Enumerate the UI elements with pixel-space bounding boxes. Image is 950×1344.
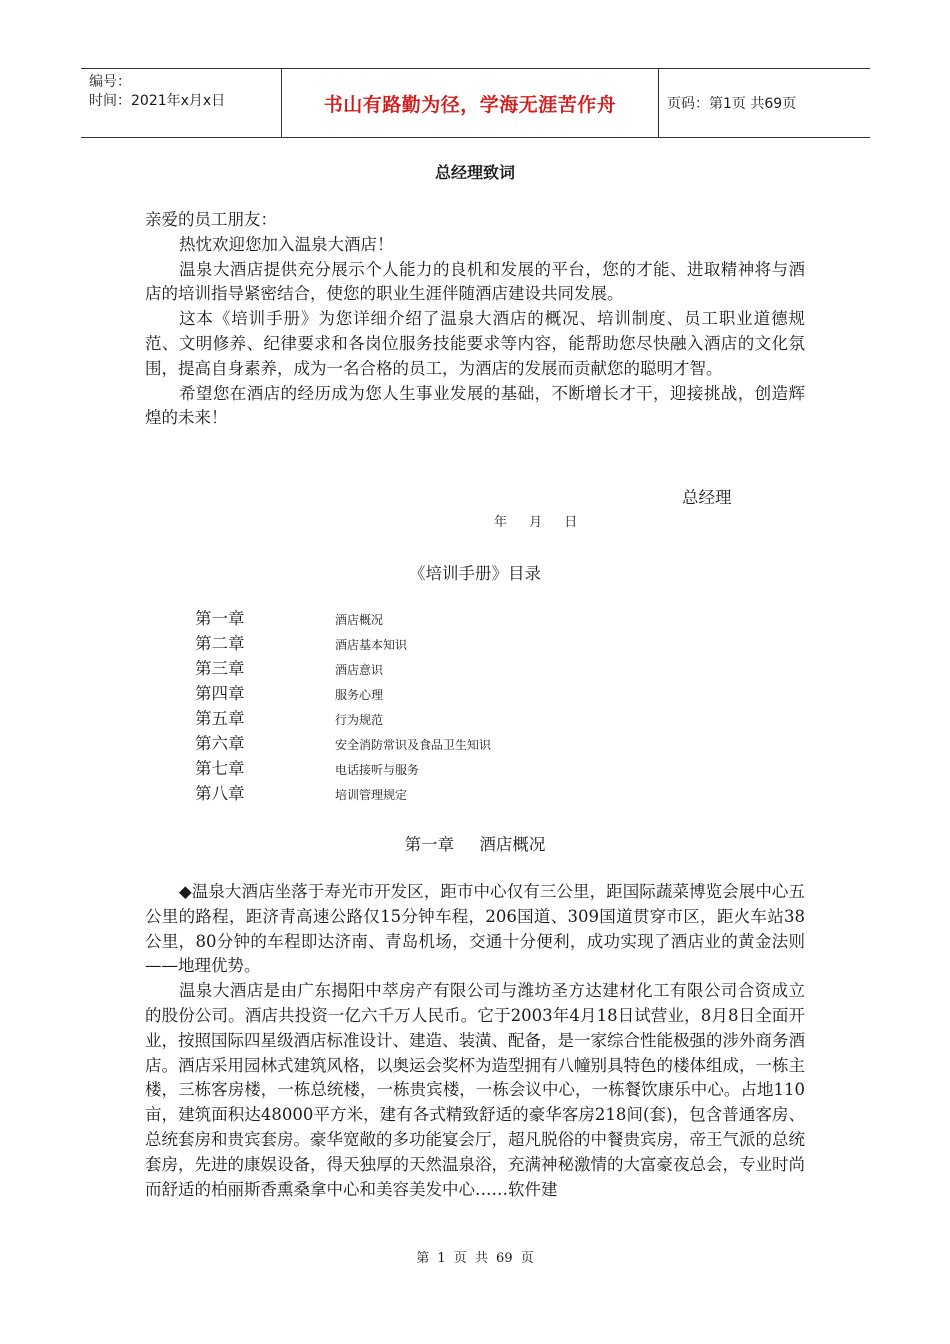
toc-chapter: 第二章 (195, 634, 245, 653)
toc-chapter: 第四章 (195, 684, 245, 703)
table-of-contents (195, 606, 695, 806)
toc-item[interactable] (195, 606, 695, 631)
header-meta (81, 69, 282, 137)
toc-item[interactable] (195, 781, 695, 806)
toc-chapter: 第七章 (195, 759, 245, 778)
toc-chapter-name: 酒店基本知识 (335, 638, 408, 652)
toc-chapter-name: 安全消防常识及食品卫生知识 (335, 738, 492, 752)
toc-title: 《培训手册》目录 (409, 564, 541, 583)
chapter-title: 第一章 酒店概况 (404, 835, 546, 854)
letter-body (145, 208, 805, 431)
letter-paragraph: 热忱欢迎您加入温泉大酒店！ (179, 234, 394, 254)
chapter-body (145, 880, 805, 1202)
toc-chapter-name: 电话接听与服务 (335, 763, 420, 777)
chapter-paragraph: ◆温泉大酒店坐落于寿光市开发区，距市中心仅有三公里，距国际蔬菜博览会展中心五公里的路程，距济青高速公路仅15分钟车程，206国道、309国道贯穿市区，距火车站38公里，80分钟的车程即达济南、青岛机场，交通十分便利，成功实现了酒店业的黄金法则——地理优势。 (145, 882, 805, 976)
salutation: 亲爱的员工朋友： (145, 210, 277, 229)
page-info: 页码：第1页 共69页 (667, 96, 797, 112)
toc-item[interactable] (195, 656, 695, 681)
date-line: 年 月 日 (494, 515, 578, 530)
toc-chapter-name: 行为规范 (335, 713, 384, 727)
chapter-paragraph: 温泉大酒店是由广东揭阳中萃房产有限公司与潍坊圣方达建材化工有限公司合资成立的股份公司。酒店共投资一亿六千万人民币。它于2003年4月18日试营业，8月8日全面开业，按照国际四星级酒店标准设计、建造、装潢、配备，是一家综合性能极强的涉外商务酒店。酒店采用园林式建筑风格，以奥运会奖杯为造型拥有八幢别具特色的楼体组成，一栋主楼，三栋客房楼，一栋总统楼，一栋贵宾楼，一栋会议中心，一栋餐饮康乐中心。占地110亩，建筑面积达48000平方米，建有各式精致舒适的豪华客房218间(套)，包含普通客房、总统套房和贵宾套房。豪华宽敞的多功能宴会厅，超凡脱俗的中餐贵宾房，帝王气派的总统套房，先进的康娱设备，得天独厚的天然温泉浴，充满神秘激情的大富豪夜总会，专业时尚而舒适的柏丽斯香熏桑拿中心和美容美发中心……软件建 (145, 981, 805, 1199)
toc-chapter-name: 酒店概况 (335, 613, 384, 627)
toc-item[interactable] (195, 731, 695, 756)
letter-paragraph: 希望您在酒店的经历成为您人生事业发展的基础，不断增长才干，迎接挑战，创造辉煌的未来！ (145, 383, 805, 428)
number-label: 编号： (89, 74, 131, 90)
toc-item[interactable] (195, 706, 695, 731)
toc-item[interactable] (195, 681, 695, 706)
page-footer: 第 1 页 共 69 页 (416, 1251, 534, 1266)
signature: 总经理 (682, 488, 732, 507)
toc-chapter: 第八章 (195, 784, 245, 803)
toc-item[interactable] (195, 631, 695, 656)
toc-chapter-name: 服务心理 (335, 688, 384, 702)
toc-item[interactable] (195, 756, 695, 781)
motto: 书山有路勤为径，学海无涯苦作舟 (323, 93, 617, 116)
time-label: 时间：2021年x月x日 (89, 93, 226, 109)
letter-paragraph: 这本《培训手册》为您详细介绍了温泉大酒店的概况、培训制度、员工职业道德规范、文明修养、纪律要求和各岗位服务技能要求等内容，能帮助您尽快融入酒店的文化氛围，提高自身素养，成为一名合格的员工，为酒店的发展而贡献您的聪明才智。 (145, 309, 805, 378)
page-header (81, 68, 870, 138)
letter-title: 总经理致词 (434, 163, 515, 182)
toc-chapter-name: 酒店意识 (335, 663, 384, 677)
toc-chapter: 第五章 (195, 709, 245, 728)
toc-chapter-name: 培训管理规定 (335, 788, 408, 802)
header-motto-cell (282, 69, 659, 137)
toc-chapter: 第三章 (195, 659, 245, 678)
letter-paragraph: 温泉大酒店提供充分展示个人能力的良机和发展的平台，您的才能、进取精神将与酒店的培训指导紧密结合，使您的职业生涯伴随酒店建设共同发展。 (145, 259, 805, 304)
toc-chapter: 第六章 (195, 734, 245, 753)
toc-chapter: 第一章 (195, 609, 245, 628)
